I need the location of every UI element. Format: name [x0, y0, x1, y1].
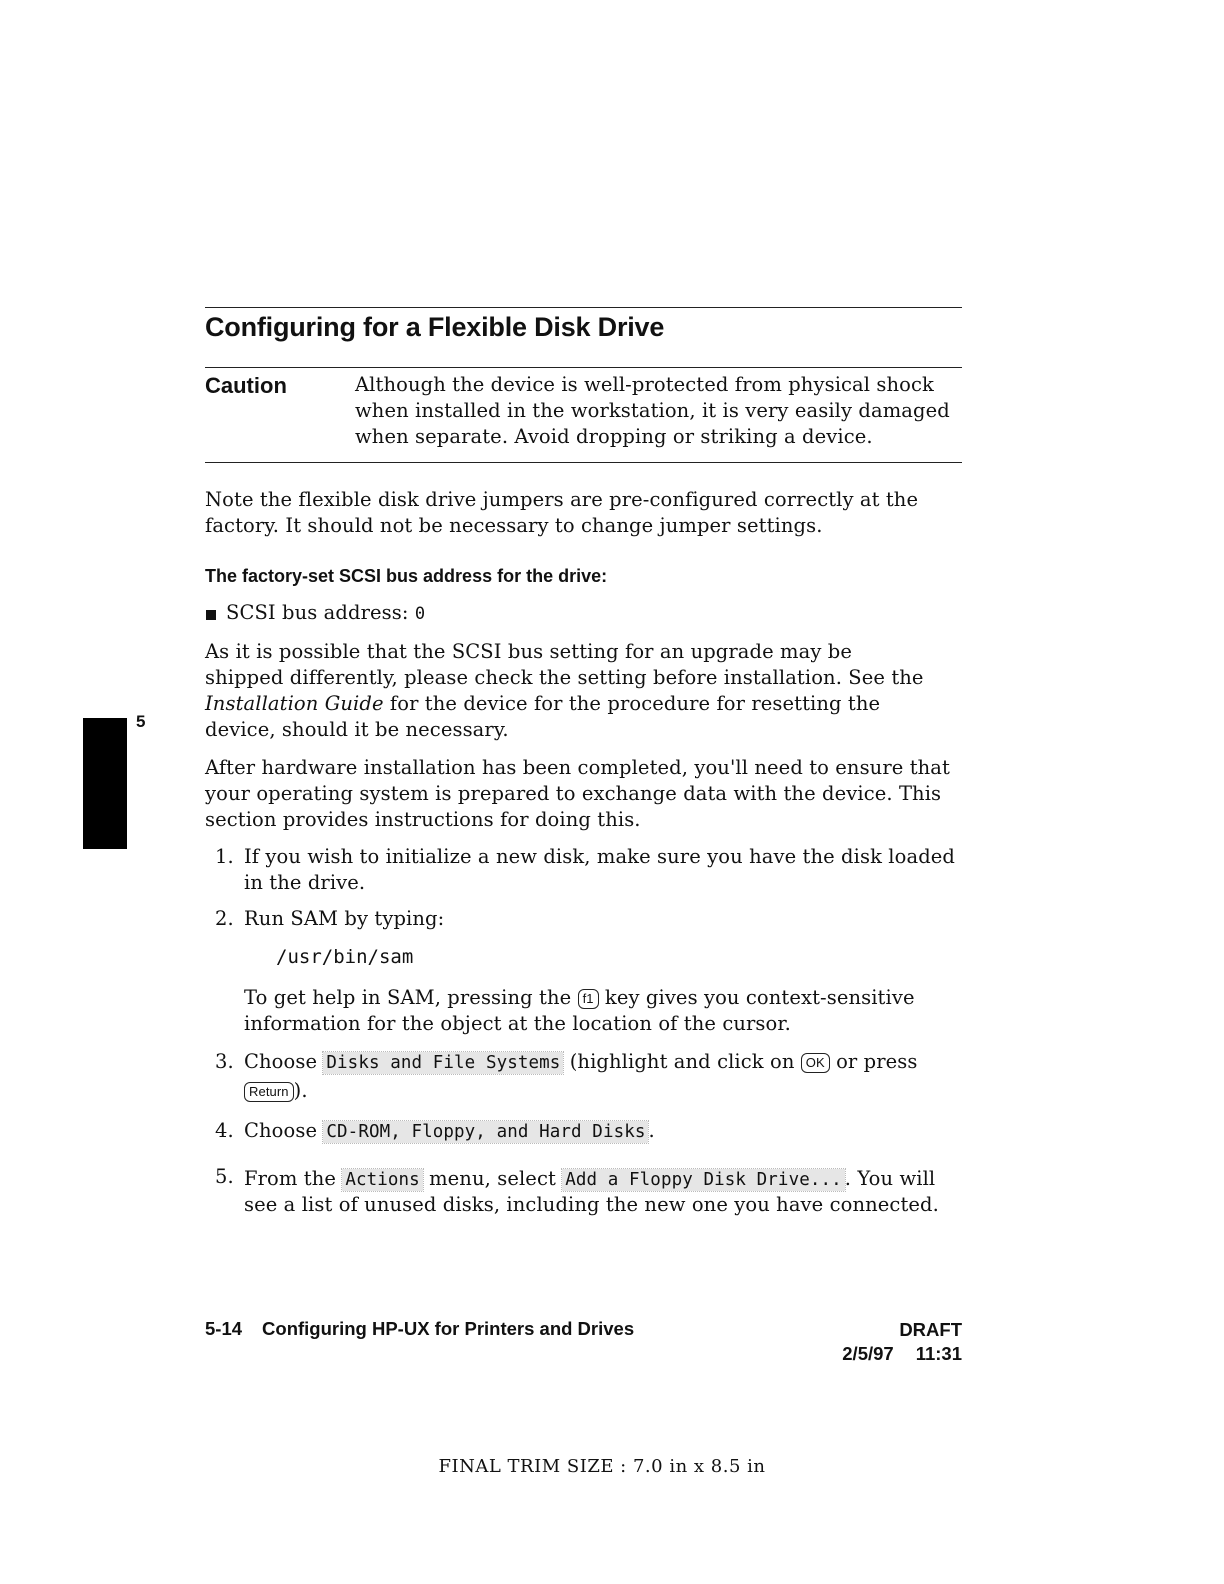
- step-1-number: 1.: [215, 845, 234, 868]
- draft-timestamp: [842, 1342, 962, 1366]
- caution-rule: [205, 462, 962, 463]
- draft-date: 2/5/97: [842, 1343, 894, 1364]
- bullet-label: SCSI bus address:: [226, 601, 409, 624]
- step-4-number: 4.: [215, 1119, 234, 1142]
- step-2-number: 2.: [215, 907, 234, 930]
- step-3-before: Choose: [244, 1050, 324, 1073]
- ok-key[interactable]: OK: [801, 1053, 830, 1073]
- footer-title: [205, 1318, 634, 1340]
- bullet-square-icon: [206, 610, 216, 620]
- draft-time: 11:31: [915, 1343, 962, 1364]
- chapter-tab: [83, 718, 127, 849]
- step-5-after: . You will: [844, 1167, 936, 1190]
- sam-help-text: [244, 985, 944, 1037]
- footer-chapter-title: Configuring HP-UX for Printers and Drives: [262, 1318, 635, 1339]
- installation-guide-ref: Installation Guide: [205, 692, 384, 715]
- step-5-text: [244, 1166, 964, 1193]
- caution-label: Caution: [205, 373, 287, 398]
- para2-text-after: for the device for the procedure for resetting the device, should it be necessary.: [205, 692, 881, 741]
- heading-rule: [205, 367, 962, 368]
- para2-text-before: As it is possible that the SCSI bus setting for an upgrade may be shipped differently, please check the setting before installation. See the: [205, 640, 924, 689]
- step-3-text: [244, 1049, 964, 1076]
- step-3-after: ).: [293, 1079, 308, 1102]
- step-5-number: 5.: [215, 1165, 234, 1188]
- footer-draft-block: [842, 1318, 962, 1366]
- step-3-mid2: or press: [829, 1050, 918, 1073]
- step-3-line2: [244, 1078, 964, 1104]
- section-heading: Configuring for a Flexible Disk Drive: [205, 312, 665, 342]
- scsi-paragraph: [205, 639, 925, 743]
- subheading: The factory-set SCSI bus address for the drive:: [205, 566, 608, 586]
- footer-page-number: 5-14: [205, 1318, 243, 1339]
- menu-disks-and-file-systems[interactable]: Disks and File Systems: [323, 1052, 563, 1074]
- step-5-before: From the: [244, 1167, 343, 1190]
- step-2-text: Run SAM by typing:: [244, 907, 445, 930]
- help-text-after: key gives you context-sensitive information for the object at the location of the cursor.: [244, 986, 915, 1035]
- bullet-item: [226, 600, 425, 627]
- bullet-value: 0: [414, 604, 426, 624]
- step-4-after: .: [648, 1119, 655, 1142]
- menu-actions[interactable]: Actions: [342, 1169, 422, 1191]
- intro-paragraph: Note the flexible disk drive jumpers are pre-configured correctly at the factory. It should not be necessary to change jumper settings.: [205, 488, 919, 537]
- return-key[interactable]: Return: [244, 1082, 294, 1102]
- f1-key: f1: [578, 989, 599, 1009]
- step-4-text: [244, 1118, 964, 1145]
- caution-text: Although the device is well-protected from physical shock when installed in the workstation, it is very easily damaged when separate. Avoid dropping or striking a device.: [355, 373, 950, 448]
- step-5-mid: menu, select: [422, 1167, 563, 1190]
- step-5-line2: see a list of unused disks, including the new one you have connected.: [244, 1193, 939, 1216]
- step-4-before: Choose: [244, 1119, 324, 1142]
- menu-add-floppy-disk-drive[interactable]: Add a Floppy Disk Drive...: [562, 1169, 845, 1191]
- draft-label: DRAFT: [899, 1319, 962, 1340]
- menu-cdrom-floppy-hard-disks[interactable]: CD-ROM, Floppy, and Hard Disks: [323, 1121, 648, 1143]
- step-3-number: 3.: [215, 1050, 234, 1073]
- trim-size-note: FINAL TRIM SIZE : 7.0 in x 8.5 in: [438, 1456, 766, 1477]
- chapter-tab-number: 5: [136, 712, 146, 731]
- sam-command: /usr/bin/sam: [276, 946, 414, 968]
- help-text-before: To get help in SAM, pressing the: [244, 986, 578, 1009]
- step-3-mid: (highlight and click on: [563, 1050, 801, 1073]
- os-paragraph: After hardware installation has been completed, you'll need to ensure that your operating system is prepared to exchange data with the device. This section provides instructions for doing this.: [205, 756, 950, 831]
- top-rule: [205, 307, 962, 308]
- step-1-text: If you wish to initialize a new disk, make sure you have the disk loaded in the drive.: [244, 845, 955, 894]
